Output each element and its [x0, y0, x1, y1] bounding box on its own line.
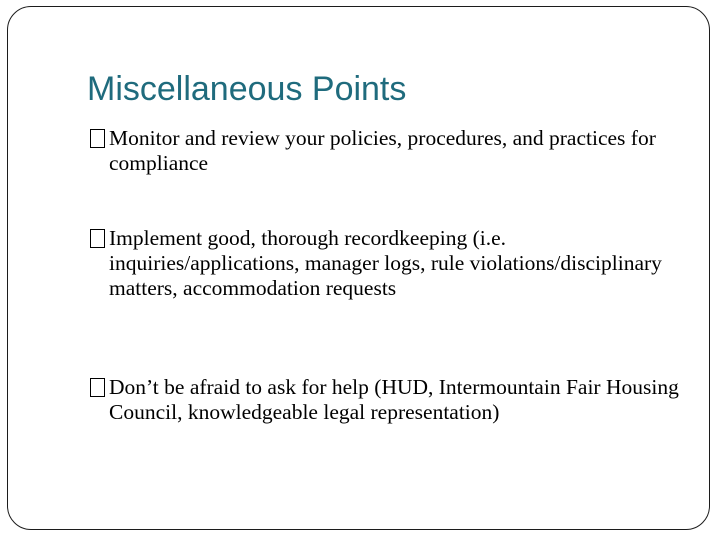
slide	[7, 6, 710, 530]
bullet-item	[90, 375, 680, 425]
slide-title: Miscellaneous Points	[87, 70, 407, 108]
bullet-box-icon	[90, 378, 105, 397]
bullet-text: Don’t be afraid to ask for help (HUD, Intermountain Fair Housing Council, knowledgeable legal representation)	[109, 375, 679, 424]
bullet-text: Monitor and review your policies, procedures, and practices for compliance	[109, 126, 656, 175]
bullet-item	[90, 226, 680, 301]
bullet-box-icon	[90, 129, 105, 148]
bullet-box-icon	[90, 229, 105, 248]
bullet-item	[90, 126, 680, 176]
bullet-text: Implement good, thorough recordkeeping (i.e. inquiries/applications, manager logs, rule violations/disciplinary matters, accommodation requests	[109, 226, 662, 300]
